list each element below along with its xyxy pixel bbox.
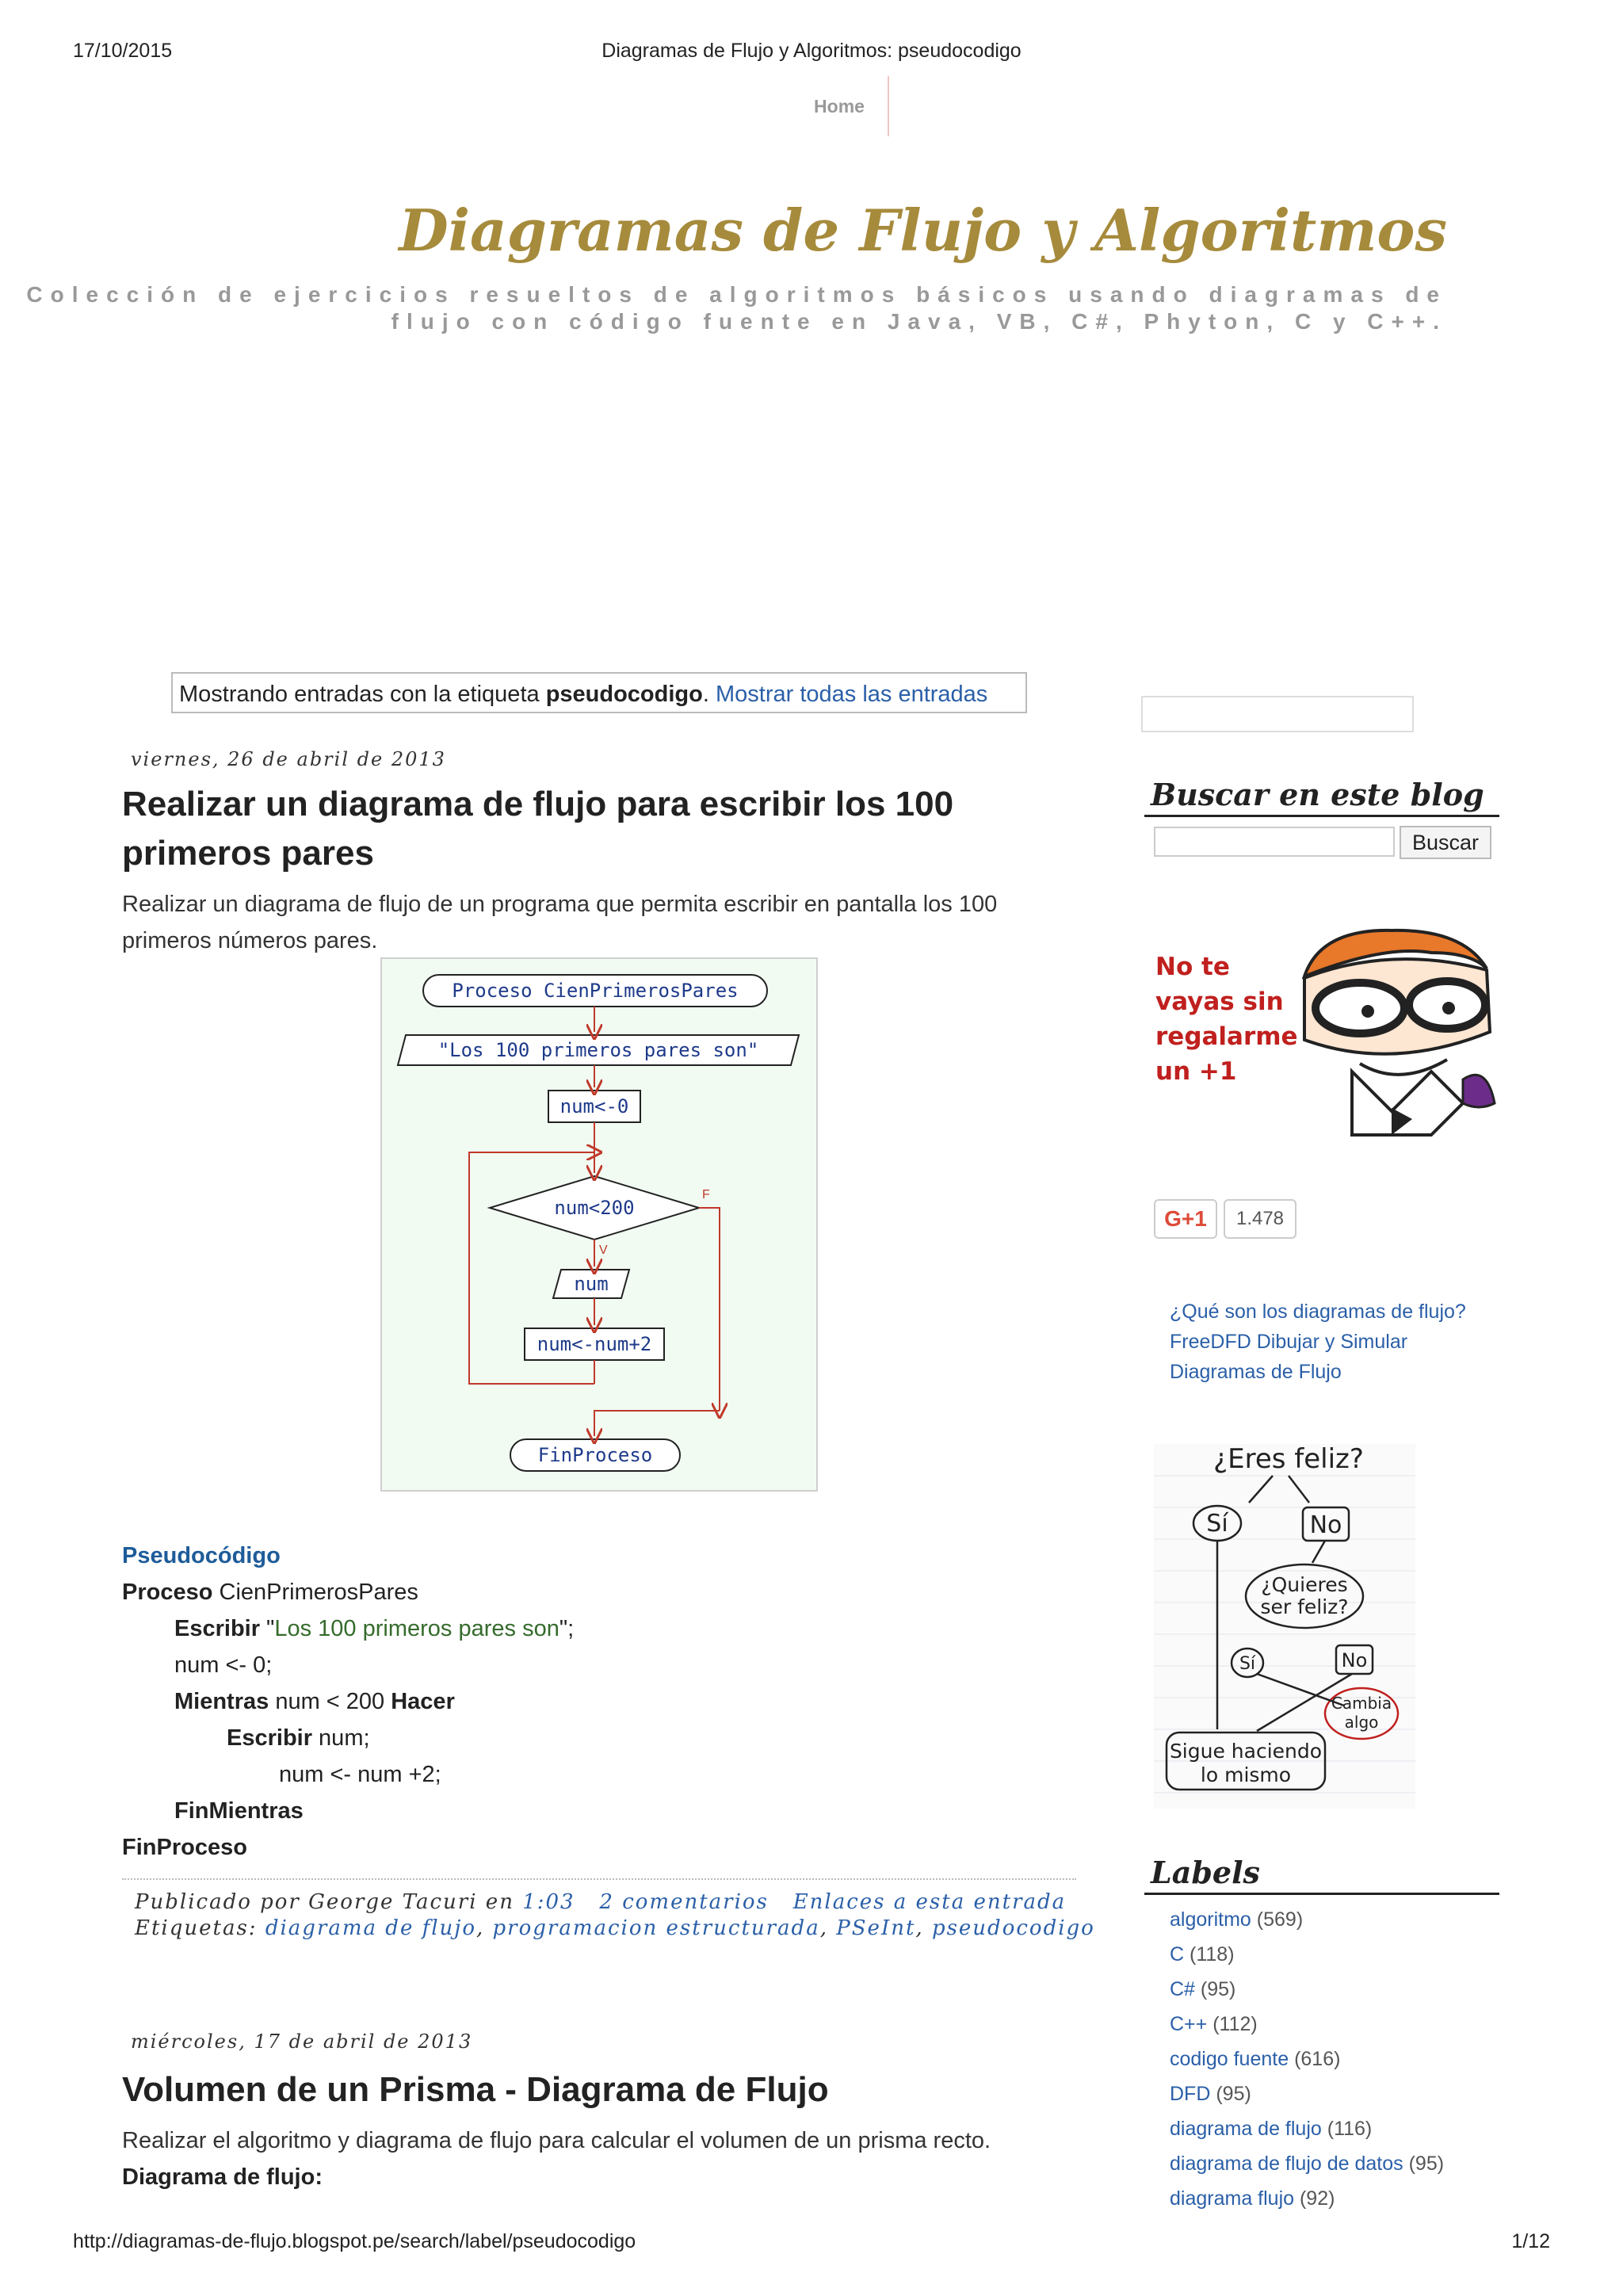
- tag-link[interactable]: programacion estructurada: [492, 1916, 820, 1940]
- post-subheading: Diagrama de flujo:: [122, 2164, 323, 2190]
- tag-link[interactable]: pseudocodigo: [931, 1916, 1095, 1940]
- post-footer-divider: [122, 1878, 1076, 1880]
- happy-mismo: lo mismo: [1200, 1763, 1292, 1786]
- flow-assign2-label: num<-num+2: [537, 1333, 652, 1355]
- label-count: (112): [1212, 2013, 1258, 2035]
- status-prefix: Mostrando entradas con la etiqueta: [179, 682, 546, 707]
- promo-line-3: regalarme: [1155, 1022, 1298, 1051]
- search-input[interactable]: [1154, 827, 1395, 857]
- labels-widget-title: Labels: [1144, 1853, 1499, 1895]
- happy-ser: ser feliz?: [1260, 1595, 1349, 1618]
- flow-start-label: Proceso CienPrimerosPares: [452, 980, 739, 1002]
- label-link[interactable]: codigo fuente: [1170, 2048, 1289, 2070]
- label-count: (616): [1294, 2048, 1341, 2070]
- post-intro: Realizar el algoritmo y diagrama de flujo para calcular el volumen de un prisma recto.: [122, 2128, 991, 2153]
- print-title: Diagramas de Flujo y Algoritmos: pseudocodigo: [601, 40, 1022, 62]
- label-link[interactable]: C#: [1170, 1978, 1195, 2000]
- print-page-number: 1/12: [1511, 2230, 1550, 2252]
- code-line-2: Escribir "Los 100 primeros pares son";: [174, 1616, 575, 1641]
- label-item: [1170, 2111, 1444, 2146]
- flow-false-label: F: [702, 1188, 710, 1201]
- label-item: [1170, 2181, 1444, 2216]
- label-item: [1170, 2076, 1444, 2111]
- cartoon-character-icon: [1273, 921, 1504, 1151]
- sidebar-link[interactable]: FreeDFD Dibujar y Simular: [1170, 1331, 1408, 1353]
- flowchart-figure: [380, 957, 818, 1492]
- show-all-posts-link[interactable]: Mostrar todas las entradas: [715, 682, 988, 707]
- happy-si-2: Sí: [1239, 1654, 1256, 1674]
- post-footer: Publicado por George Tacuri en 1:03 2 comentarios Enlaces a esta entrada Etiquetas: diagrama de flujo, programacion estructurada, PSeInt, pseudocodigo: [135, 1890, 1095, 1940]
- label-link[interactable]: C: [1170, 1943, 1185, 1966]
- label-count: (569): [1256, 1908, 1304, 1931]
- happy-si: Sí: [1206, 1510, 1228, 1538]
- backlinks-link[interactable]: Enlaces a esta entrada: [792, 1890, 1067, 1914]
- label-count: (92): [1299, 2187, 1335, 2210]
- label-count: (95): [1408, 2153, 1445, 2175]
- happy-no-2: No: [1341, 1649, 1368, 1671]
- happy-flowchart-image: [1154, 1444, 1415, 1809]
- tag-link[interactable]: PSeInt: [836, 1916, 916, 1940]
- flow-end-label: FinProceso: [537, 1444, 653, 1466]
- label-item: [1170, 2042, 1444, 2076]
- status-suffix: .: [702, 682, 716, 707]
- labels-list: [1170, 1902, 1444, 2216]
- status-label: pseudocodigo: [545, 682, 703, 707]
- search-widget-title: Buscar en este blog: [1144, 775, 1499, 817]
- post-time-link[interactable]: 1:03: [522, 1890, 575, 1914]
- promo-line-1: No te: [1155, 953, 1230, 981]
- gplus-button[interactable]: G+1: [1154, 1199, 1217, 1239]
- search-button[interactable]: Buscar: [1400, 826, 1491, 859]
- label-count: (95): [1200, 1978, 1236, 2000]
- sidebar-empty-box: [1141, 696, 1414, 732]
- label-link[interactable]: algoritmo: [1170, 1908, 1251, 1931]
- code-line-6: num <- num +2;: [279, 1762, 441, 1787]
- flow-output2-label: num: [574, 1273, 609, 1295]
- pseudocode-heading: Pseudocódigo: [122, 1543, 281, 1568]
- code-line-5: Escribir num;: [227, 1725, 370, 1751]
- blog-title[interactable]: Diagramas de Flujo y Algoritmos: [399, 197, 1447, 264]
- flow-true-label: V: [599, 1244, 608, 1257]
- post-title[interactable]: Realizar un diagrama de flujo para escribir los 100 primeros pares: [122, 785, 954, 873]
- promo-banner[interactable]: [1154, 921, 1504, 1151]
- label-status-bar: [171, 672, 1027, 713]
- sidebar-links: [1170, 1297, 1466, 1387]
- code-line-4: Mientras num < 200 Hacer: [174, 1689, 455, 1714]
- label-link[interactable]: diagrama de flujo: [1170, 2118, 1322, 2140]
- label-item: [1170, 1972, 1444, 2007]
- label-count: (118): [1190, 1943, 1235, 1966]
- comments-link[interactable]: 2 comentarios: [599, 1890, 769, 1914]
- label-link[interactable]: DFD: [1170, 2083, 1211, 2105]
- happy-quieres: ¿Quieres: [1261, 1573, 1348, 1596]
- post-intro: Realizar un diagrama de flujo de un programa que permita escribir en pantalla los 100 primeros números pares.: [122, 892, 998, 953]
- label-item: [1170, 1902, 1444, 1937]
- print-url: http://diagramas-de-flujo.blogspot.pe/search/label/pseudocodigo: [73, 2230, 636, 2252]
- promo-line-2: vayas sin: [1155, 988, 1284, 1016]
- gplus-count: 1.478: [1224, 1199, 1296, 1239]
- sidebar-link[interactable]: Diagramas de Flujo: [1170, 1361, 1342, 1383]
- print-date: 17/10/2015: [73, 40, 173, 62]
- happy-sigue: Sigue haciendo: [1169, 1740, 1323, 1763]
- flow-assign1-label: num<-0: [559, 1095, 629, 1117]
- flow-decision-label: num<200: [554, 1197, 635, 1219]
- flowchart-svg: [382, 959, 816, 1490]
- code-line-7: FinMientras: [174, 1798, 304, 1824]
- happy-no: No: [1309, 1511, 1342, 1539]
- label-link[interactable]: C++: [1170, 2013, 1208, 2035]
- sidebar-link[interactable]: ¿Qué son los diagramas de flujo?: [1170, 1301, 1466, 1323]
- post-title[interactable]: Volumen de un Prisma - Diagrama de Flujo: [122, 2070, 829, 2109]
- happy-algo: algo: [1344, 1713, 1379, 1732]
- promo-line-4: un +1: [1155, 1057, 1237, 1086]
- label-count: (95): [1216, 2083, 1251, 2105]
- code-line-3: num <- 0;: [174, 1652, 273, 1678]
- pseudocode-block: [122, 1538, 574, 1866]
- tag-link[interactable]: diagrama de flujo: [265, 1916, 476, 1940]
- post-date: viernes, 26 de abril de 2013: [131, 748, 446, 770]
- nav-bar: [791, 76, 889, 136]
- nav-home-link[interactable]: Home: [814, 96, 865, 117]
- post-date: miércoles, 17 de abril de 2013: [131, 2030, 473, 2053]
- code-line-1: Proceso CienPrimerosPares: [122, 1580, 418, 1605]
- label-link[interactable]: diagrama de flujo de datos: [1170, 2153, 1403, 2175]
- flow-output1-label: "Los 100 primeros pares son": [437, 1039, 759, 1061]
- happy-title: ¿Eres feliz?: [1213, 1444, 1364, 1475]
- label-count: (116): [1327, 2118, 1373, 2140]
- label-item: [1170, 2146, 1444, 2181]
- code-line-8: FinProceso: [122, 1835, 247, 1860]
- blog-description: Colección de ejercicios resueltos de algoritmos básicos usando diagramas de flujo con código fuente en Java, VB, C#, Phyton, C y C++.: [26, 282, 1447, 334]
- label-item: [1170, 2007, 1444, 2042]
- happy-cambia: Cambia: [1331, 1694, 1392, 1713]
- label-item: [1170, 1937, 1444, 1972]
- label-link[interactable]: diagrama flujo: [1170, 2187, 1295, 2210]
